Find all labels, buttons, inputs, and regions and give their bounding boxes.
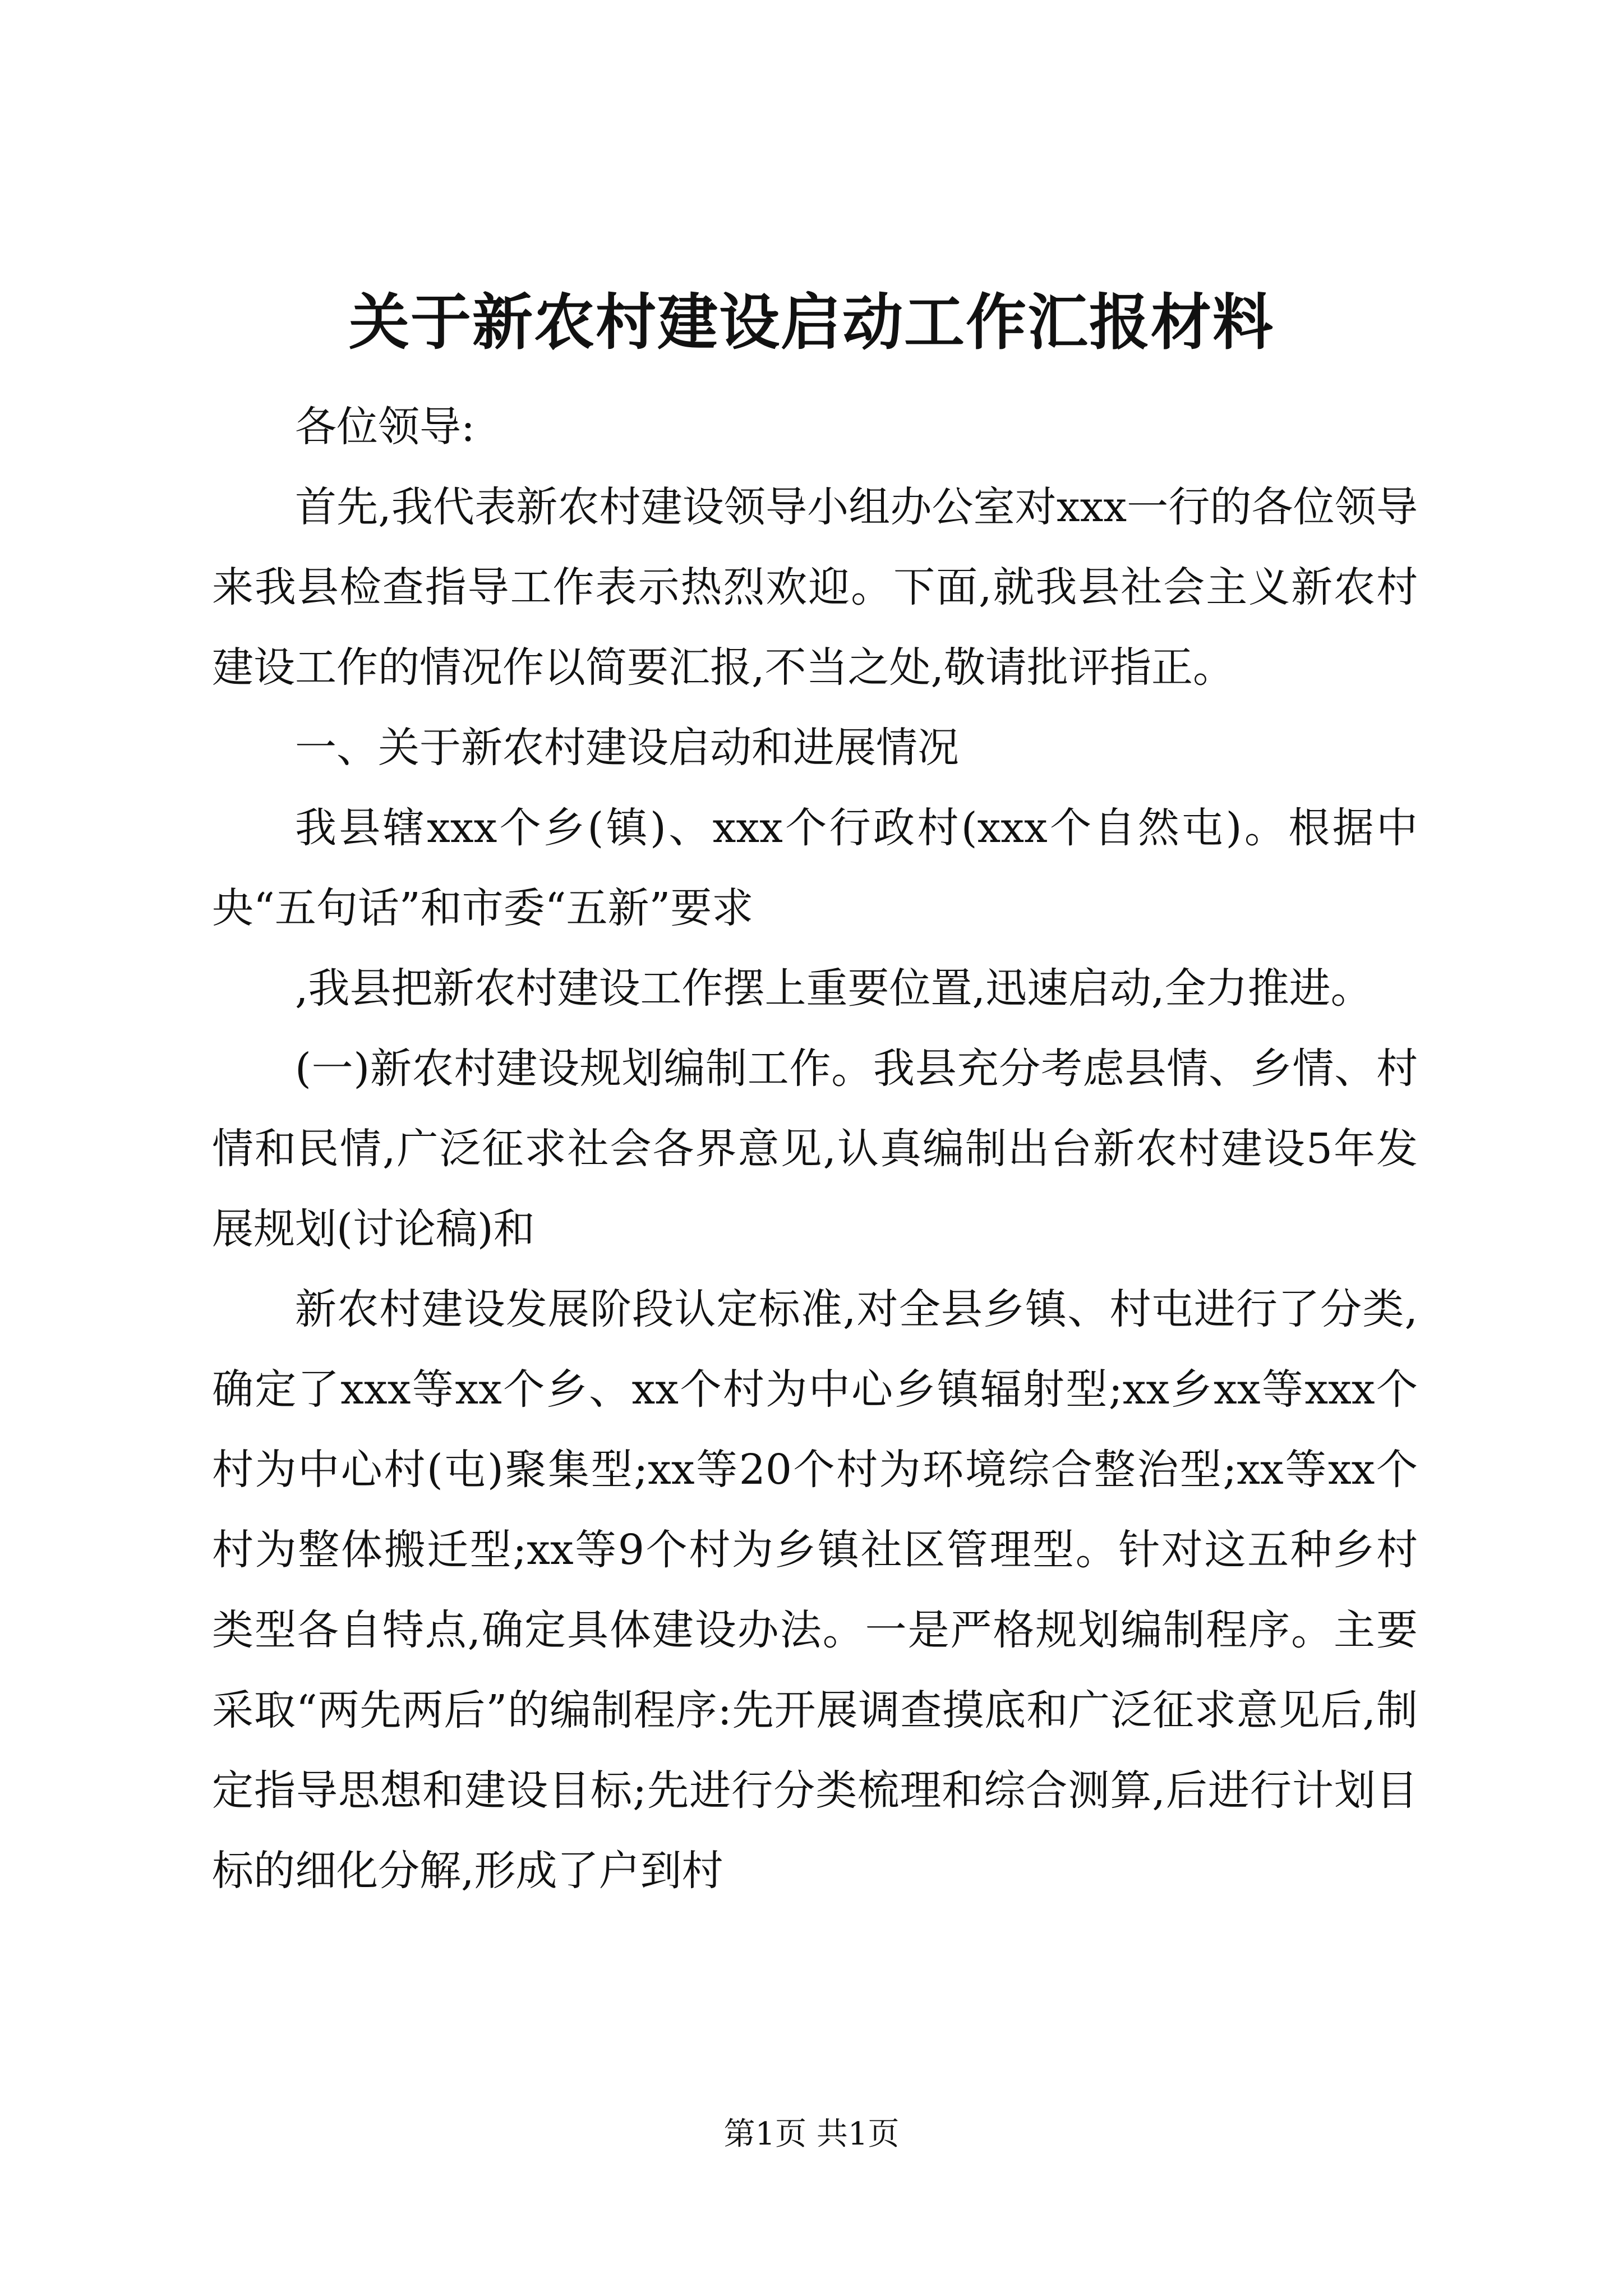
body-paragraph: 新农村建设发展阶段认定标准,对全县乡镇、村屯进行了分类,确定了xxx等xx个乡、xx个村为中心乡镇辐射型;xx乡xx等xxx个村为中心村(屯)聚集型;xx等20个村为环境综合整治型;xx等xx个村为整体搬迁型;xx等9个村为乡镇社区管理型。针对这五种乡村类型各自特点,确定具体建设办法。一是严格规划编制程序。主要采取“两先两后”的编制程序:先开展调查摸底和广泛征求意见后,制定指导思想和建设目标;先进行分类梳理和综合测算,后进行计划目标的细化分解,形成了户到村: [212, 1285, 1418, 1895]
section-heading: 一、关于新农村建设启动和进展情况: [295, 724, 959, 772]
salutation-paragraph: 各位领导:: [295, 403, 475, 451]
body-paragraph: 我县辖xxx个乡(镇)、xxx个行政村(xxx个自然屯)。根据中央“五句话”和市委“五新”要求: [212, 804, 1418, 932]
body-paragraph: 首先,我代表新农村建设领导小组办公室对xxx一行的各位领导来我县检查指导工作表示热烈欢迎。下面,就我县社会主义新农村建设工作的情况作以简要汇报,不当之处,敬请批评指正。: [212, 483, 1418, 692]
document-title: 关于新农村建设启动工作汇报材料: [348, 287, 1274, 358]
body-paragraph: ,我县把新农村建设工作摆上重要位置,迅速启动,全力推进。: [295, 964, 1372, 1013]
document-body: [212, 387, 1418, 1911]
page-footer: 第1页 共1页: [723, 2116, 900, 2152]
body-paragraph: (一)新农村建设规划编制工作。我县充分考虑县情、乡情、村情和民情,广泛征求社会各界意见,认真编制出台新农村建设5年发展规划(讨论稿)和: [212, 1045, 1418, 1253]
